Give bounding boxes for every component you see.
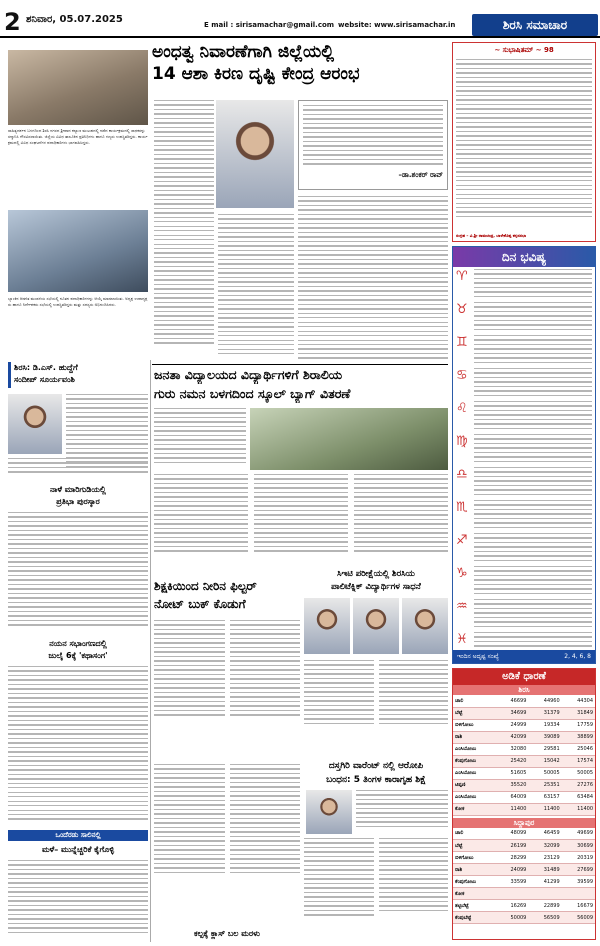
- price-value: 25046: [562, 743, 595, 755]
- price-value: 39599: [562, 876, 595, 888]
- price-value: 48099: [495, 828, 528, 840]
- price-row: [453, 852, 595, 864]
- price-row: [453, 912, 595, 924]
- price-value: 11400: [495, 803, 528, 815]
- brief-heading: ಮಳೆ– ಮುನ್ನೆಚ್ಚರಿಕೆ ಕೈಗೊಳ್ಳಿ: [41, 845, 115, 854]
- lead-quote-box: [298, 100, 448, 190]
- cet-photo-3: [402, 598, 448, 654]
- horoscope-header: [453, 247, 595, 267]
- price-row: [453, 731, 595, 743]
- zodiac-icon: ♒: [456, 599, 468, 614]
- price-value: 26199: [495, 840, 528, 852]
- brief-header: ಒಂದೆರಡು ಸಾಲಿನಲ್ಲಿ: [8, 830, 148, 841]
- issue-date: ಶನಿವಾರ, 05.07.2025: [26, 14, 123, 25]
- masthead: [0, 0, 600, 38]
- email: E mail : sirisamachar@gmail.com: [204, 21, 335, 29]
- price-row: [453, 791, 595, 803]
- event-heading-1: ನಯನ ಸಭಾಂಗಣದಲ್ಲಿ: [49, 639, 107, 648]
- price-value: 24099: [495, 864, 528, 876]
- profile-body-2: [8, 458, 148, 478]
- price-variety: ಕೆಂಪುಗೋಟು: [453, 876, 495, 888]
- price-value: 25351: [528, 779, 561, 791]
- price-value: 20319: [562, 852, 595, 864]
- award-body: [8, 512, 148, 632]
- price-value: 42099: [495, 731, 528, 743]
- price-variety: ಬೆಟ್ಟೆ: [453, 840, 495, 852]
- cet-photo-2: [353, 598, 399, 654]
- price-value: 34699: [495, 707, 528, 719]
- bags-top-rule: [152, 364, 448, 365]
- warrant-body-top: [356, 790, 448, 834]
- price-row: [453, 803, 595, 815]
- price-value: 25420: [495, 755, 528, 767]
- price-row: [453, 864, 595, 876]
- price-row: [453, 779, 595, 791]
- price-value: 11400: [528, 803, 561, 815]
- price-value: 19334: [528, 719, 561, 731]
- filter-headline-2: ನೋಟ್ ಬುಕ್ ಕೊಡುಗೆ: [154, 597, 246, 611]
- horoscope-title: ದಿನ ಭವಿಷ್ಯ: [501, 250, 547, 264]
- horoscope-box: [452, 246, 596, 664]
- price-value: 50005: [528, 767, 561, 779]
- price-row: [453, 767, 595, 779]
- price-value: [562, 888, 595, 900]
- award-heading-1: ನಾಳೆ ಮಾರಿಗುಡಿಯಲ್ಲಿ: [50, 485, 106, 494]
- paper-name: ಶಿರಸಿ ಸಮಾಚಾರ: [502, 18, 568, 32]
- price-variety: ಕೋಕ: [453, 888, 495, 900]
- price-value: 31379: [528, 707, 561, 719]
- bags-body-row: [154, 474, 448, 564]
- price-variety: ಕೆಂಪುಗೋಟು: [453, 755, 495, 767]
- price-value: 27699: [562, 864, 595, 876]
- lead-headline-1: ಅಂಧತ್ವ ನಿವಾರಣೆಗಾಗಿ ಜಿಲ್ಲೆಯಲ್ಲಿ: [152, 42, 335, 62]
- price-row: [453, 828, 595, 840]
- zodiac-icon: ♋: [456, 368, 468, 383]
- award-heading-2: ಪ್ರತಿಭಾ ಪುರಸ್ಕಾರ: [56, 497, 100, 506]
- lead-photo-person: [216, 100, 294, 208]
- price-value: 64009: [495, 791, 528, 803]
- market-box: [452, 668, 596, 940]
- price-value: 15042: [528, 755, 561, 767]
- price-row: [453, 695, 595, 707]
- zodiac-icon: ♉: [456, 302, 468, 317]
- price-value: 28299: [495, 852, 528, 864]
- price-variety: ಕೋಕ: [453, 803, 495, 815]
- price-value: 22899: [528, 900, 561, 912]
- price-row: [453, 840, 595, 852]
- price-variety: ಬಿಳಿಗೋಟು: [453, 719, 495, 731]
- price-value: 46699: [495, 695, 528, 707]
- price-value: 33599: [495, 876, 528, 888]
- masthead-rule: [0, 36, 600, 38]
- price-value: 39089: [528, 731, 561, 743]
- horoscope-list: [453, 267, 595, 662]
- lead-photo-2: [8, 210, 148, 292]
- price-variety: ಎಂಸಿಬೋಟು: [453, 791, 495, 803]
- warrant-headline-2: ಬಂಧನ: 5 ತಿಂಗಳ ಕಾರಾಗೃಹ ಶಿಕ್ಷೆ: [326, 775, 426, 785]
- zodiac-icon: ♓: [456, 632, 468, 647]
- price-row: [453, 719, 595, 731]
- price-value: 50009: [495, 912, 528, 924]
- lucky-label: ಇಂದಿನ ಅದೃಷ್ಟ ಸಂಖ್ಯೆ: [457, 653, 499, 660]
- cet-photo-1: [304, 598, 350, 654]
- warrant-photo: [306, 790, 352, 834]
- price-value: 49699: [562, 828, 595, 840]
- lead-headline-2: 14 ಆಶಾ ಕಿರಣ ದೃಷ್ಟಿ ಕೇಂದ್ರ ಆರಂಭ: [152, 64, 360, 84]
- price-row: [453, 743, 595, 755]
- lead-body-right: [298, 196, 448, 360]
- profile-photo: [8, 394, 62, 454]
- subhashita-box: [452, 42, 596, 242]
- price-variety: ಬಿಳಿಗೋಟು: [453, 852, 495, 864]
- quote-signature: –ಡಾ.ಶಂಕರ್ ರಾವ್: [398, 171, 443, 179]
- price-variety: ಕೆಂಪುಬೆಟ್ಟೆ: [453, 912, 495, 924]
- lucky-numbers: 2, 4, 6, 8: [564, 653, 591, 660]
- price-row: [453, 900, 595, 912]
- market-title: ಅಡಿಕೆ ಧಾರಣೆ: [453, 669, 595, 685]
- filter-body: [154, 620, 300, 760]
- price-value: 41299: [528, 876, 561, 888]
- warrant-body: [304, 838, 448, 940]
- market-section-siddapur: ಸಿದ್ದಾಪುರ: [453, 818, 595, 828]
- lead-body-left: [154, 100, 214, 360]
- price-variety: ಎಂಸಿಬೋಟು: [453, 767, 495, 779]
- price-value: 44304: [562, 695, 595, 707]
- price-variety: ತಟ್ಟಿಬೆಟ್ಟೆ: [453, 900, 495, 912]
- price-variety: ಎಂಸಿಬೋಟು: [453, 743, 495, 755]
- price-row: [453, 876, 595, 888]
- subhashita-title: ~ ಸುಭಾಷಿತಮ್ ~ 98: [494, 46, 554, 54]
- market-section-sirsi: ಶಿರಸಿ: [453, 685, 595, 695]
- bags-photo: [250, 408, 448, 470]
- profile-heading-1: ಶಿರಸಿ: ಡಿ.ಎಸ್. ಹುದ್ದೆಗೆ: [14, 363, 78, 372]
- price-value: 38899: [562, 731, 595, 743]
- price-value: 51605: [495, 767, 528, 779]
- price-value: 44960: [528, 695, 561, 707]
- price-value: 29581: [528, 743, 561, 755]
- price-value: 24999: [495, 719, 528, 731]
- price-value: 31849: [562, 707, 595, 719]
- photo-caption-1: ಸಾಹಿತ್ಯದರ್ಶನ ಬಳಗದಿಂದ ಶಿರಸಿ ನಗರದ ಶ್ರೀಪಾದ ಕಲ್ಯಾಣ ಮಂಟಪದಲ್ಲಿ ನಡೆದ ಕಾರ್ಯಕ್ರಮದಲ್ಲಿ ಸಾಧಕರನ್ನು ಸನ್ಮಾನಿಸಿ ಗೌರವಿಸಲಾಯಿತು. ಜಿಲ್ಲೆಯ ವಿವಿಧ ತಾಲೂಕಿನ ಪ್ರತಿನಿಧಿಗಳು ಹಾಗೂ ಗಣ್ಯರು ಉಪಸ್ಥಿತರಿದ್ದರು. ಕಾರ್ಯಕ್ರಮದಲ್ಲಿ ವಿವಿಧ ಸಂಘಟನೆಗಳ ಪದಾಧಿಕಾರಿಗಳು ಭಾಗವಹಿಸಿದ್ದರು.: [8, 128, 148, 146]
- price-value: 35520: [495, 779, 528, 791]
- price-value: 23129: [528, 852, 561, 864]
- price-variety: ರಾಶಿ: [453, 864, 495, 876]
- price-value: 32080: [495, 743, 528, 755]
- price-value: 63484: [562, 791, 595, 803]
- lead-photo-1: [8, 50, 148, 125]
- paper-name-box: [472, 14, 598, 36]
- brief-body: [8, 860, 148, 940]
- profile-heading-box: [8, 362, 148, 388]
- bags-body-left: [154, 408, 246, 470]
- zodiac-icon: ♎: [456, 467, 468, 482]
- price-row: [453, 755, 595, 767]
- footer-heading: ಕಲ್ಪಕ್ಕೆ ಕ್ಲಾಸ್ ಬಲ ಮರಳು: [194, 929, 260, 938]
- price-row: [453, 888, 595, 900]
- price-value: 27276: [562, 779, 595, 791]
- cet-headline-2: ಪಾಲಿಟೆಕ್ನಿಕ್ ವಿದ್ಯಾರ್ಥಿಗಳ ಸಾಧನೆ: [331, 582, 421, 592]
- price-value: 63157: [528, 791, 561, 803]
- price-variety: ಬೆಟ್ಟೆ: [453, 707, 495, 719]
- price-value: 31489: [528, 864, 561, 876]
- price-value: 11400: [562, 803, 595, 815]
- warrant-headline-1: ದಸ್ತಗಿರಿ ವಾರೆಂಟ್ ನಲ್ಲಿ ಆರೋಪಿ: [328, 761, 424, 771]
- zodiac-icon: ♊: [456, 335, 468, 350]
- siddapur-price-table: [453, 828, 595, 925]
- price-row: [453, 707, 595, 719]
- bags-headline-1: ಜನತಾ ವಿದ್ಯಾಲಯದ ವಿದ್ಯಾರ್ಥಿಗಳಿಗೆ ಶಿರಾಲಿಯ: [154, 367, 343, 382]
- price-value: 16269: [495, 900, 528, 912]
- lucky-number-row: [453, 650, 595, 663]
- bags-headline-2: ಗುರು ನಮನ ಬಳಗದಿಂದ ಸ್ಕೂಲ್ ಬ್ಯಾಗ್ ವಿತರಣೆ: [154, 386, 351, 401]
- price-value: 17574: [562, 755, 595, 767]
- cet-headline-1: ಸಿಇಟಿ ಪರೀಕ್ಷೆಯಲ್ಲಿ ಶಿರಸಿಯ: [337, 569, 415, 579]
- page-number: 2: [4, 8, 21, 36]
- event-heading-2: ಜುಲೈ 6ಕ್ಕೆ 'ಕಥಾಸಂಗ': [48, 651, 108, 660]
- column-divider: [150, 360, 151, 942]
- price-value: [528, 888, 561, 900]
- price-value: 30699: [562, 840, 595, 852]
- cet-body: [304, 660, 448, 754]
- subhashita-footer: ಸಂಗ್ರಹ – ವಿ.ಶ್ರೀ ರಾಮಚಂದ್ರ, ಬಾಳೇಕೊಪ್ಪ ಕನ್ನಡಸಭಾ: [456, 233, 527, 238]
- price-variety: ಚಾಲಿ: [453, 695, 495, 707]
- price-variety: ರಾಶಿ: [453, 731, 495, 743]
- zodiac-icon: ♐: [456, 533, 468, 548]
- price-value: 56009: [562, 912, 595, 924]
- zodiac-icon: ♍: [456, 434, 468, 449]
- photo-caption-2: ಬ್ಯಾಂಕಿನ ಆಡಳಿತ ಮಂಡಳಿಯ ಸಭೆಯಲ್ಲಿ ನೂತನ ಪದಾಧಿಕಾರಿಗಳನ್ನು ಆಯ್ಕೆ ಮಾಡಲಾಯಿತು. ಅಧ್ಯಕ್ಷ ಉಪಾಧ್ಯಕ್ಷರು ಹಾಗೂ ನಿರ್ದೇಶಕರು ಸಭೆಯಲ್ಲಿ ಉಪಸ್ಥಿತರಿದ್ದರು ಮತ್ತು ಸದಸ್ಯರು ಅಭಿನಂದಿಸಿದರು.: [8, 296, 148, 308]
- filter-headline-1: ಶಿಕ್ಷಕಿಯಿಂದ ನೀರಿನ ಫಿಲ್ಟರ್: [154, 579, 257, 593]
- price-value: 46459: [528, 828, 561, 840]
- lead-body-mid: [218, 214, 294, 360]
- price-variety: ಟಿಪ್ಪಣಿ: [453, 779, 495, 791]
- price-value: 50005: [562, 767, 595, 779]
- price-value: 56509: [528, 912, 561, 924]
- zodiac-icon: ♈: [456, 269, 468, 284]
- profile-heading-2: ಸಂದೀಪ್ ಸೂರ್ಯವಂಶಿ: [14, 375, 75, 384]
- website: website: www.sirisamachar.in: [338, 21, 456, 29]
- filter-body-continued: [154, 764, 300, 924]
- price-variety: ಚಾಲಿ: [453, 828, 495, 840]
- price-value: 32099: [528, 840, 561, 852]
- zodiac-icon: ♏: [456, 500, 468, 515]
- sirsi-price-table: [453, 695, 595, 816]
- price-value: [495, 888, 528, 900]
- price-value: 16679: [562, 900, 595, 912]
- zodiac-icon: ♑: [456, 566, 468, 581]
- price-value: 17759: [562, 719, 595, 731]
- zodiac-icon: ♌: [456, 401, 468, 416]
- event-body: [8, 666, 148, 826]
